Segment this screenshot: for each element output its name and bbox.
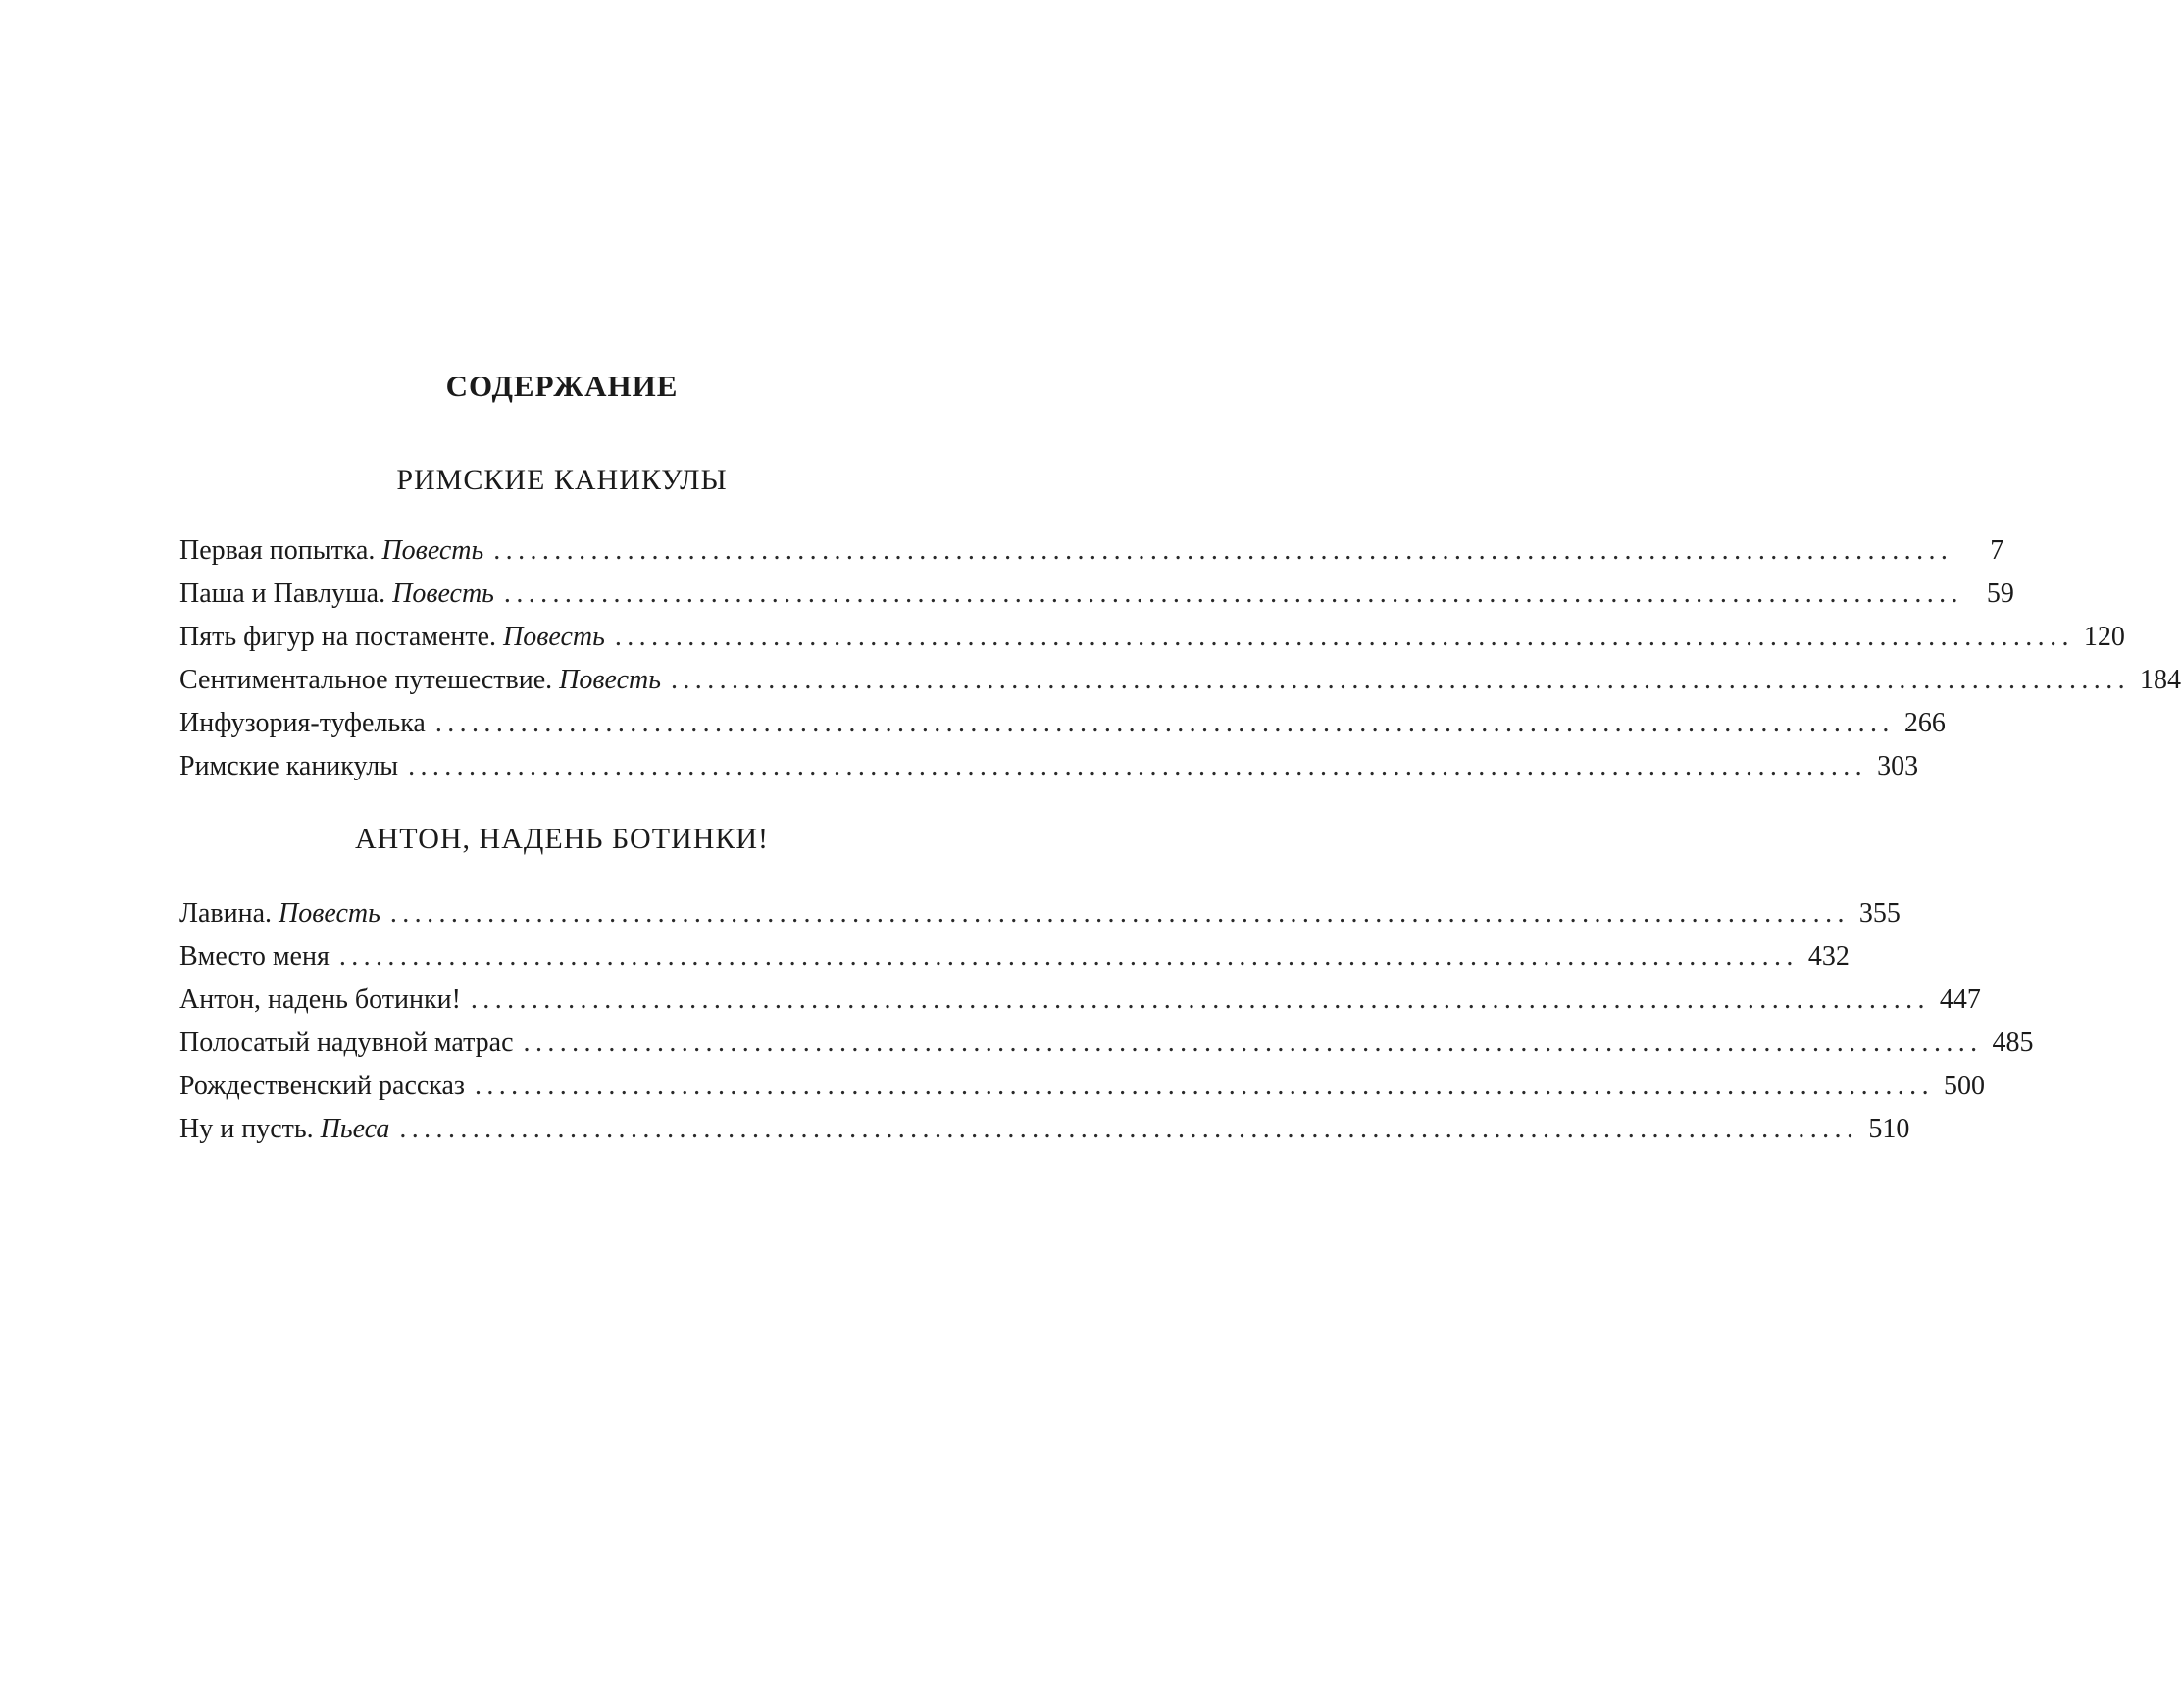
dot-leader: ........................................................................................................................	[474, 1071, 1934, 1101]
toc-entry	[179, 702, 1946, 745]
entry-title: Антон, надень ботинки!	[179, 984, 461, 1015]
entry-title: Сентиментальное путешествие.	[179, 665, 560, 695]
entry-title-wrap	[179, 1065, 465, 1108]
entry-title: Рождественский рассказ	[179, 1071, 465, 1101]
toc-entry-list	[179, 529, 2181, 788]
entry-genre: Повесть	[381, 535, 484, 566]
toc-entry	[179, 1065, 1985, 1108]
entry-page-number: 447	[1939, 984, 1981, 1015]
toc-section-rimskie-kanikuly	[179, 461, 2181, 788]
entry-title: Вместо меня	[179, 941, 330, 972]
entry-genre: Повесть	[503, 622, 605, 652]
toc-entry	[179, 573, 2014, 616]
entry-title-wrap	[179, 616, 605, 659]
entry-title-wrap	[179, 659, 661, 702]
dot-leader: ........................................................................................................................	[470, 984, 1930, 1015]
section-heading: АНТОН, НАДЕНЬ БОТИНКИ!	[354, 823, 770, 855]
dot-leader: ........................................................................................................................	[523, 1028, 1983, 1058]
toc-section-anton-naden-botinki	[179, 820, 2034, 1151]
entry-page-number: 59	[1986, 578, 2014, 609]
toc-entry	[179, 892, 1901, 935]
entry-genre: Пьеса	[320, 1114, 390, 1144]
entry-page-number: 266	[1903, 708, 1946, 738]
entry-page-number: 500	[1943, 1071, 1985, 1101]
dot-leader: ........................................................................................................................	[503, 578, 1963, 609]
entry-title-wrap	[179, 529, 483, 573]
toc-title: СОДЕРЖАНИЕ	[445, 369, 679, 403]
entry-title: Полосатый надувной матрас	[179, 1028, 514, 1058]
entry-title-wrap	[179, 892, 380, 935]
entry-title: Первая попытка.	[179, 535, 382, 566]
entry-title: Инфузория-туфелька	[179, 708, 426, 738]
entry-page-number: 510	[1868, 1114, 1910, 1144]
section-heading: РИМСКИЕ КАНИКУЛЫ	[396, 464, 728, 496]
entry-title-wrap	[179, 702, 426, 745]
entry-title-wrap	[179, 1108, 389, 1151]
entry-page-number: 485	[1992, 1028, 2034, 1058]
entry-title: Римские каникулы	[179, 751, 399, 781]
toc-entry-list	[179, 892, 2034, 1151]
toc-entry	[179, 659, 2181, 702]
toc-entry	[179, 745, 1919, 788]
entry-genre: Повесть	[559, 665, 661, 695]
dot-leader: ........................................................................................................................	[434, 708, 1895, 738]
entry-genre: Повесть	[392, 578, 494, 609]
entry-title-wrap	[179, 573, 494, 616]
toc-entry	[179, 529, 2004, 573]
entry-title-wrap	[179, 935, 330, 979]
toc-entry	[179, 1108, 1910, 1151]
dot-leader: ........................................................................................................................	[389, 898, 1850, 929]
entry-title: Паша и Павлуша.	[179, 578, 393, 609]
entry-genre: Повесть	[279, 898, 380, 929]
entry-page-number: 7	[1990, 535, 2004, 566]
dot-leader: ........................................................................................................................	[399, 1114, 1859, 1144]
dot-leader: ........................................................................................................................	[408, 751, 1868, 781]
toc-entry	[179, 1022, 2034, 1065]
entry-title-wrap	[179, 979, 461, 1022]
entry-title-wrap	[179, 745, 398, 788]
entry-page-number: 303	[1877, 751, 1919, 781]
toc-entry	[179, 979, 1981, 1022]
toc-entry	[179, 935, 1850, 979]
dot-leader: ........................................................................................................................	[671, 665, 2130, 695]
entry-page-number: 432	[1807, 941, 1850, 972]
entry-title: Ну и пусть.	[179, 1114, 321, 1144]
dot-leader: ........................................................................................................................	[614, 622, 2074, 652]
entry-page-number: 355	[1858, 898, 1901, 929]
entry-page-number: 184	[2140, 665, 2181, 695]
dot-leader: ........................................................................................................................	[338, 941, 1799, 972]
toc-entry	[179, 616, 2125, 659]
entry-title-wrap	[179, 1022, 514, 1065]
dot-leader: ........................................................................................................................	[493, 535, 1953, 566]
entry-title: Пять фигур на постаменте.	[179, 622, 504, 652]
entry-page-number: 120	[2083, 622, 2125, 652]
entry-title: Лавина.	[179, 898, 279, 929]
